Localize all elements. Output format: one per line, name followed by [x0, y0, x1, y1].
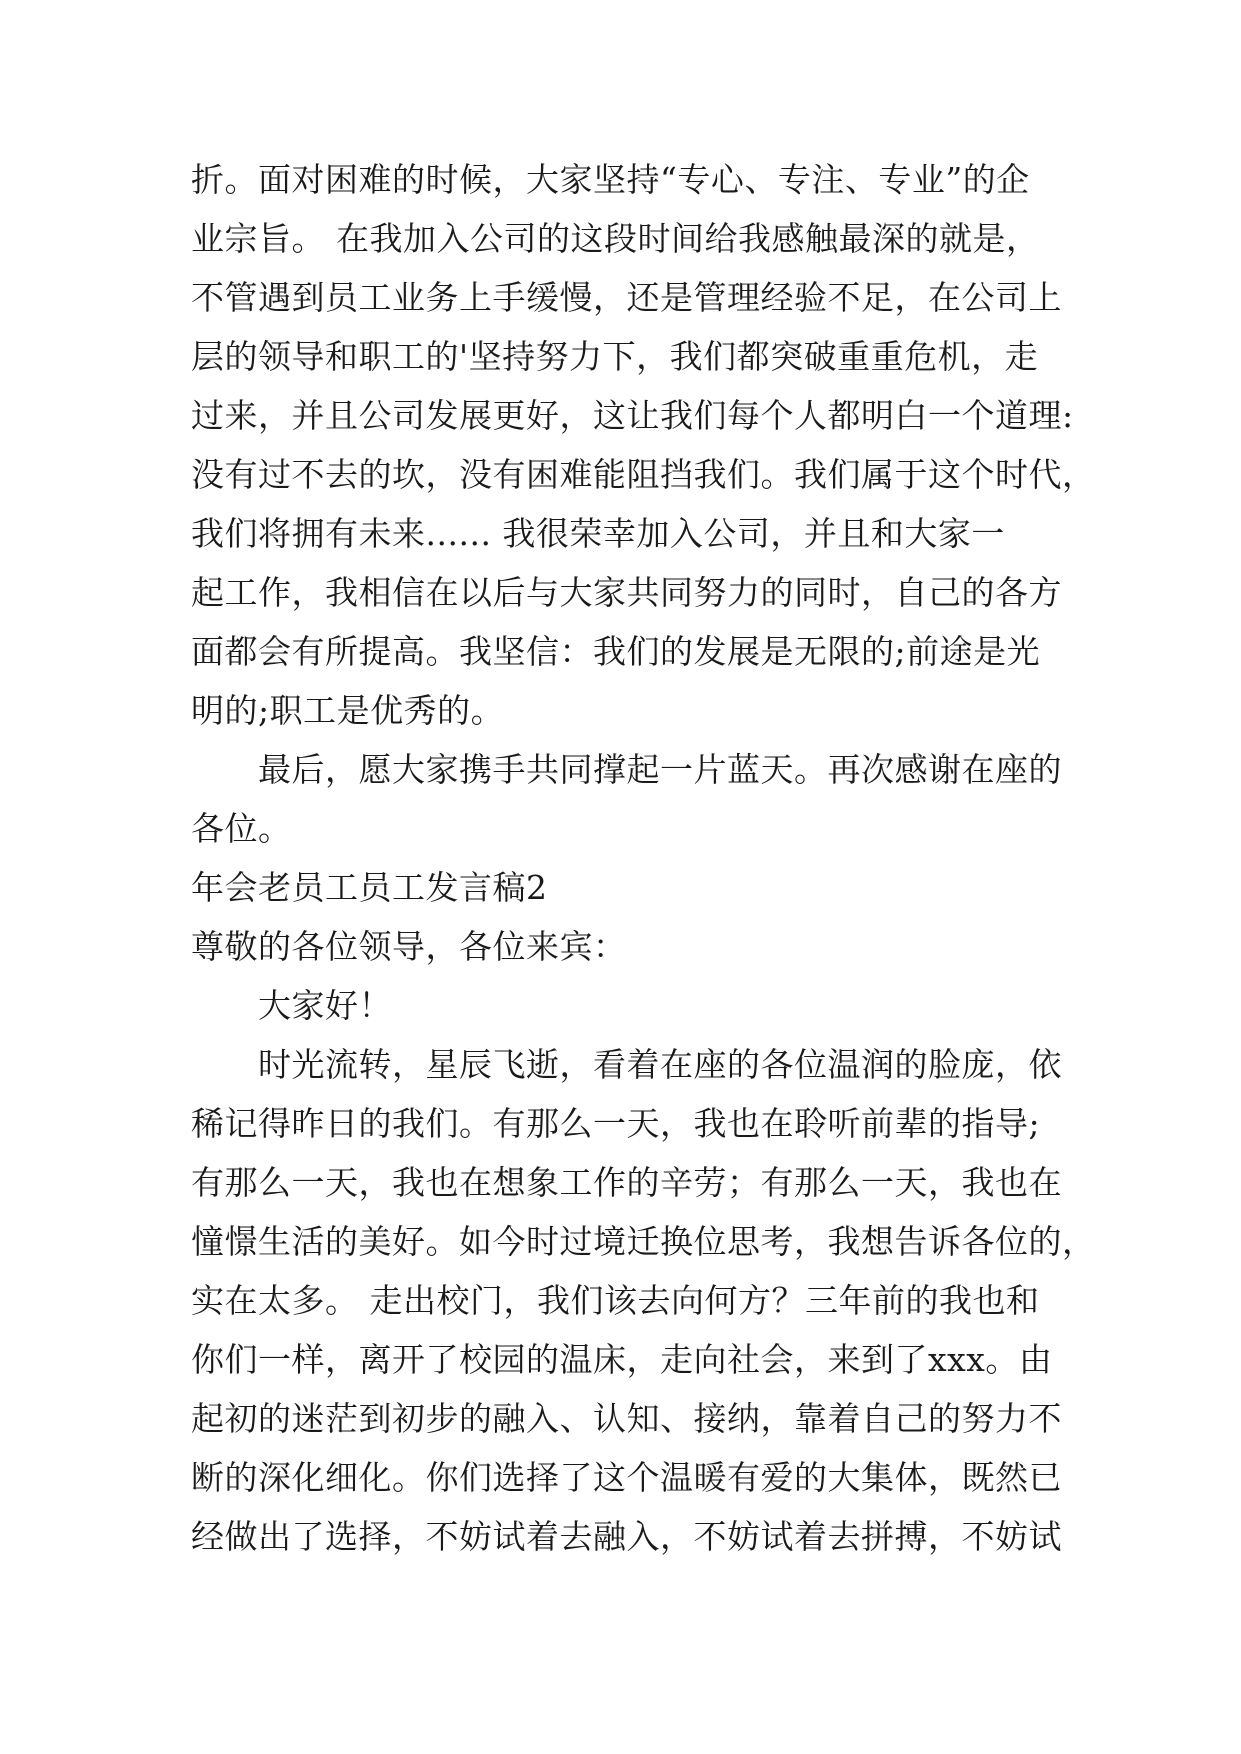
- text-line: 我们将拥有未来...... 我很荣幸加入公司，并且和大家一: [191, 514, 1005, 553]
- text-line: 起工作，我相信在以后与大家共同努力的同时，自己的各方: [191, 573, 1062, 612]
- text-line: 没有过不去的坎，没有困难能阻挡我们。我们属于这个时代，: [191, 455, 1096, 494]
- text-line: 业宗旨。 在我加入公司的这段时间给我感触最深的就是，: [191, 219, 1040, 258]
- section-title: 年会老员工员工发言稿2: [191, 868, 548, 907]
- text-line: 憧憬生活的美好。如今时过境迁换位思考，我想告诉各位的，: [191, 1222, 1096, 1261]
- text-line: 稀记得昨日的我们。有那么一天，我也在聆听前辈的指导;: [191, 1104, 1041, 1143]
- salutation: 尊敬的各位领导，各位来宾：: [191, 927, 627, 966]
- text-line: 有那么一天，我也在想象工作的辛劳；有那么一天，我也在: [191, 1163, 1062, 1202]
- text-line: 起初的迷茫到初步的融入、认知、接纳，靠着自己的努力不: [191, 1399, 1062, 1438]
- text-line: 你们一样，离开了校园的温床，走向社会，来到了xxx。由: [191, 1340, 1053, 1379]
- paragraph-first-line: 时光流转，星辰飞逝，看着在座的各位温润的脸庞，依: [258, 1045, 1062, 1084]
- text-line: 面都会有所提高。我坚信：我们的发展是无限的;前途是光: [191, 632, 1041, 671]
- text-line: 不管遇到员工业务上手缓慢，还是管理经验不足，在公司上: [191, 278, 1062, 317]
- text-line: 层的领导和职工的'坚持努力下，我们都突破重重危机，走: [191, 337, 1039, 376]
- text-line: 断的深化细化。你们选择了这个温暖有爱的大集体，既然已: [191, 1458, 1062, 1497]
- greeting: 大家好！: [258, 986, 392, 1025]
- document-body: [191, 150, 1096, 1566]
- text-line: 各位。: [191, 809, 292, 848]
- text-line: 过来，并且公司发展更好，这让我们每个人都明白一个道理:: [191, 396, 1074, 435]
- paragraph-first-line: 最后，愿大家携手共同撑起一片蓝天。再次感谢在座的: [258, 750, 1062, 789]
- text-line: 明的;职工是优秀的。: [191, 691, 505, 730]
- text-line: 经做出了选择，不妨试着去融入，不妨试着去拼搏，不妨试: [191, 1517, 1062, 1556]
- text-line: 折。面对困难的时候，大家坚持“专心、专注、专业”的企: [191, 160, 1030, 199]
- text-line: 实在太多。 走出校门，我们该去向何方？三年前的我也和: [191, 1281, 1040, 1320]
